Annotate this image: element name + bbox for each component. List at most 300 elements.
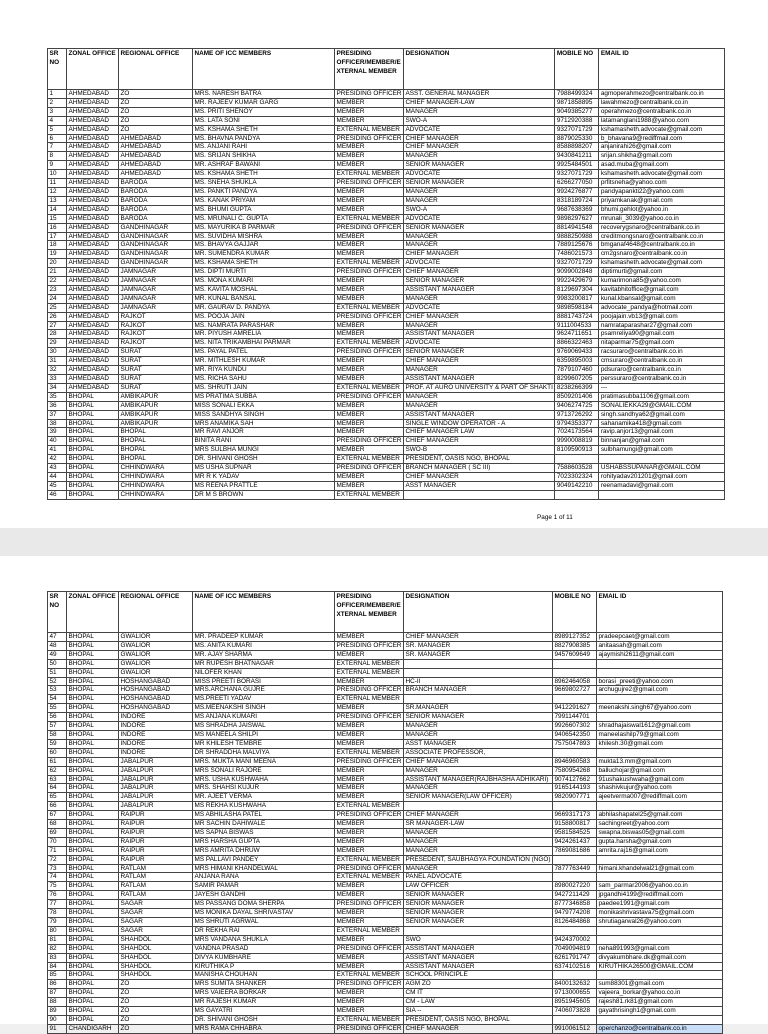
email-cell[interactable]: archugujre2@gmail.com	[596, 686, 722, 695]
regional-office-cell: GANDHINAGAR	[119, 232, 193, 241]
member-name-cell: MS. KSHAMA SHETH	[193, 259, 335, 268]
role-cell: MEMBER	[335, 828, 404, 837]
mobile-cell: 9910061512	[552, 1024, 596, 1033]
role-cell: PRESIDING OFFICER	[336, 686, 402, 694]
designation-cell: CHIEF MANAGER	[403, 268, 554, 277]
designation-cell: ASSISTANT MANAGER	[403, 375, 554, 384]
member-name-cell: MR RUPESH BHATNAGAR	[193, 659, 335, 668]
table-row	[48, 909, 723, 918]
zonal-office-cell: BHOPAL	[67, 490, 119, 499]
role-cell: MEMBER	[335, 1007, 404, 1016]
table-row	[48, 464, 725, 473]
sr-no-cell: 69	[48, 828, 67, 837]
designation-cell: ASST MANAGER	[403, 481, 554, 490]
email-cell[interactable]: monikashrivastava75@gmail.com	[596, 909, 722, 918]
email-cell[interactable]	[596, 802, 722, 811]
designation-cell: CHIEF MANAGER	[403, 312, 554, 321]
email-cell[interactable]: gupta.harsha@gmail.com	[596, 837, 722, 846]
role-cell: EXTERNAL MEMBER	[335, 455, 404, 464]
mobile-cell: 9712920388	[555, 116, 599, 125]
email-cell[interactable]	[596, 713, 722, 722]
designation-cell	[403, 926, 552, 935]
designation-cell: CHIEF MANAGER LAW	[403, 428, 554, 437]
email-cell[interactable]	[596, 855, 722, 864]
zonal-office-cell: BHOPAL	[67, 891, 119, 900]
email-cell[interactable]	[599, 455, 725, 464]
role-cell: MEMBER	[335, 837, 404, 846]
member-name-cell: MR. RAJEEV KUMAR GARG	[193, 98, 335, 107]
email-cell[interactable]: ---	[599, 383, 725, 392]
mobile-cell: 9624711651	[555, 330, 599, 339]
regional-office-cell: JABALPUR	[119, 802, 193, 811]
zonal-office-cell: AHMEDABAD	[67, 277, 119, 286]
table-row	[48, 695, 723, 704]
sr-no-cell: 22	[48, 277, 67, 286]
mobile-cell: 9687638369	[555, 205, 599, 214]
email-cell[interactable]: kumarimona85@yahoo.com	[599, 277, 725, 286]
table-header-row	[48, 49, 725, 90]
regional-office-cell: JAMNAGAR	[119, 303, 193, 312]
email-cell[interactable]: recoverygsnaro@centralbank.co.in	[599, 223, 725, 232]
sr-no-cell: 2	[48, 98, 67, 107]
sr-no-cell: 88	[48, 998, 67, 1007]
email-cell[interactable]: mukta13.mm@gmail.com	[596, 757, 722, 766]
regional-office-cell: SURAT	[119, 383, 193, 392]
mobile-cell: 9327071729	[555, 259, 599, 268]
email-cell[interactable]: kshamasheth.advocate@gmail.com	[599, 259, 725, 268]
designation-cell: MANAGER	[403, 864, 552, 873]
designation-cell: PROF. AT AURO UNIVERSITY & PART OF SHAKTI	[405, 383, 553, 391]
header-sr-no: SR NO	[48, 49, 67, 90]
zonal-office-cell: BHOPAL	[67, 1015, 119, 1024]
table-row	[48, 722, 723, 731]
designation-cell: MANAGER	[403, 187, 554, 196]
email-cell[interactable]	[596, 659, 722, 668]
email-cell[interactable]: divyakumbhare.dk@gmail.com	[596, 953, 722, 962]
member-name-cell: MRS SULBHA MUNGI	[193, 446, 335, 455]
table-row	[48, 953, 723, 962]
table-row	[48, 152, 725, 161]
email-cell[interactable]: mrunali_3039@yahoo.co.in	[599, 214, 725, 223]
header-mobile-no: MOBILE NO	[552, 592, 596, 633]
zonal-office-cell: AHMEDABAD	[67, 134, 119, 143]
email-cell[interactable]: ajaymishi2611@gmail.com	[596, 650, 722, 659]
role-cell: PRESIDING OFFICER	[336, 179, 402, 187]
sr-no-cell: 15	[48, 214, 67, 223]
role-cell: MEMBER	[335, 820, 404, 829]
mobile-cell: 6261791747	[552, 953, 596, 962]
regional-office-cell: AHMEDABAD	[119, 134, 193, 143]
regional-office-cell: AMBIKAPUR	[119, 401, 193, 410]
mobile-cell: 9669802727	[552, 686, 596, 695]
table-row	[48, 864, 723, 873]
member-name-cell: MS. MAYURIKA B PARMAR	[193, 223, 335, 232]
zonal-office-cell: BHOPAL	[67, 392, 119, 401]
sr-no-cell: 63	[48, 775, 67, 784]
table-row	[48, 846, 723, 855]
email-cell[interactable]: srijan.shikha@gmail.com	[599, 152, 725, 161]
email-cell[interactable]: sum88301@gmail.com	[596, 980, 722, 989]
regional-office-cell: RATLAM	[119, 864, 193, 873]
email-cell[interactable]: SONALIEKKA29@GMAIL.COM	[599, 401, 725, 410]
table-row	[48, 428, 725, 437]
designation-cell: SWO-A	[403, 205, 554, 214]
mobile-cell: 9898598184	[555, 303, 599, 312]
email-cell[interactable]: ajeetverma007@rediffmail.com	[596, 793, 722, 802]
sr-no-cell: 78	[48, 909, 67, 918]
email-cell[interactable]: perssuraro@centralbank.co.in	[599, 375, 725, 384]
role-cell: MEMBER	[335, 116, 404, 125]
email-cell[interactable]: ravip.anjor13@gmail.com	[599, 428, 725, 437]
email-cell[interactable]: maneelashilp79@gmail.com	[596, 730, 722, 739]
table-row	[48, 321, 725, 330]
mobile-cell: 8299607205	[555, 375, 599, 384]
zonal-office-cell: BHOPAL	[67, 828, 119, 837]
member-name-cell: MRS AMRITA DHRUW	[193, 846, 335, 855]
zonal-office-cell: BHOPAL	[67, 820, 119, 829]
designation-cell: PRESIDENT, OASIS NGO, BHOPAL	[403, 455, 554, 464]
email-cell[interactable]	[596, 695, 722, 704]
email-cell[interactable]: paedee1991@gmail.com	[596, 900, 722, 909]
role-cell: EXTERNAL MEMBER	[335, 303, 404, 312]
sr-no-cell: 7	[48, 143, 67, 152]
email-cell[interactable]: latamanglani1988@yahoo.com	[599, 116, 725, 125]
role-cell: PRESIDING OFFICER	[336, 268, 402, 276]
member-name-cell: MR. MITHLESH KUMAR	[193, 357, 335, 366]
designation-cell: SCHOOL PRINCIPLE	[403, 971, 552, 980]
mobile-cell: 6374102516	[552, 962, 596, 971]
table-row	[48, 214, 725, 223]
sr-no-cell: 18	[48, 241, 67, 250]
email-cell[interactable]: meenakshi.singh67@yahoo.com	[596, 704, 722, 713]
mobile-cell: 9924276877	[555, 187, 599, 196]
email-cell[interactable]: b_bhavana9@rediffmail.com	[599, 134, 725, 143]
designation-cell: MANAGER	[403, 232, 554, 241]
table-row	[48, 455, 725, 464]
email-cell[interactable]: USHABSSUPANAR@GMAIL.COM	[599, 464, 725, 473]
table-row	[48, 490, 725, 499]
regional-office-cell: RAIPUR	[119, 828, 193, 837]
member-name-cell: MS. POOJA JAIN	[193, 312, 335, 321]
email-cell[interactable]: sulbhamungi@gmail.com	[599, 446, 725, 455]
sr-no-cell: 23	[48, 285, 67, 294]
mobile-cell	[555, 490, 599, 499]
email-cell[interactable]	[596, 873, 722, 882]
sr-no-cell: 53	[48, 686, 67, 695]
email-cell[interactable]	[596, 1015, 722, 1024]
table-row	[48, 1015, 723, 1024]
zonal-office-cell: BHOPAL	[67, 873, 119, 882]
regional-office-cell: RAIPUR	[119, 837, 193, 846]
table-row	[48, 766, 723, 775]
email-cell[interactable]: amrita.raj16@gmail.com	[596, 846, 722, 855]
sr-no-cell: 90	[48, 1015, 67, 1024]
regional-office-cell: AMBIKAPUR	[119, 392, 193, 401]
header-sr-no: SR NO	[48, 592, 67, 633]
regional-office-cell: BARODA	[119, 179, 193, 188]
member-name-cell: DR REKHA RAI	[193, 926, 335, 935]
designation-cell: SR.MANAGER	[403, 704, 552, 713]
mobile-cell: 7486021573	[555, 250, 599, 259]
zonal-office-cell: BHOPAL	[67, 428, 119, 437]
email-cell[interactable]: lawahmezo@centralbank.co.in	[599, 98, 725, 107]
member-name-cell: MS PRATIMA SUBBA	[193, 392, 335, 401]
email-cell[interactable]: sahanamika418@gmail.com	[599, 419, 725, 428]
sr-no-cell: 70	[48, 837, 67, 846]
designation-cell: MANAGER	[403, 321, 554, 330]
email-cell[interactable]: creditmongsnaro@centralbank.co.in	[599, 232, 725, 241]
regional-office-cell: ZO	[119, 1024, 193, 1033]
email-cell[interactable]: anitaasah@gmail.com	[596, 641, 722, 650]
email-cell[interactable]: poojajain.vb13@gmail.com	[599, 312, 725, 321]
email-cell[interactable]: sam_parmar2006@yahoo.co.in	[596, 882, 722, 891]
zonal-office-cell: AHMEDABAD	[67, 339, 119, 348]
email-cell[interactable]: shradhajaiswal1612@gmail.com	[596, 722, 722, 731]
email-cell[interactable]: kunal.kbansal@gmail.com	[599, 294, 725, 303]
header-role: PRESIDING OFFICER/MEMBER/E XTERNAL MEMBER	[335, 49, 404, 90]
role-cell: MEMBER	[335, 677, 404, 686]
regional-office-cell: JAMNAGAR	[119, 294, 193, 303]
email-cell[interactable]: bmganaf4648@centralbank.co.in	[599, 241, 725, 250]
email-cell[interactable]: neha891993@gmail.com	[596, 944, 722, 953]
email-cell[interactable]: pratimasubba1106@gmail.com	[599, 392, 725, 401]
role-cell: EXTERNAL MEMBER	[335, 802, 404, 811]
designation-cell: MANAGER	[403, 107, 554, 116]
regional-office-cell: CHHINDWARA	[119, 464, 193, 473]
email-cell[interactable]: vajeera_borkar@yahoo.co.in	[596, 989, 722, 998]
designation-cell: ASSISTANT MANAGER	[403, 962, 552, 971]
member-name-cell: SAMIR PAMAR	[193, 882, 335, 891]
mobile-cell	[552, 695, 596, 704]
role-cell: PRESIDING OFFICER	[336, 713, 402, 721]
sr-no-cell: 9	[48, 161, 67, 170]
zonal-office-cell: BHOPAL	[67, 971, 119, 980]
member-name-cell: MS. KSHAMA SHETH	[193, 170, 335, 179]
role-cell: MEMBER	[335, 375, 404, 384]
member-name-cell: MRS. SHAHSI KUJUR	[193, 784, 335, 793]
email-cell[interactable]: KIRUTHIKA26500@GMAIL.COM	[596, 962, 722, 971]
zonal-office-cell: BHOPAL	[67, 784, 119, 793]
email-cell[interactable]: binnanjan@gmail.com	[599, 437, 725, 446]
role-cell: MEMBER	[335, 196, 404, 205]
email-cell[interactable]: shashivkujur@yahoo.com	[596, 784, 722, 793]
member-name-cell: MS. ANJANI RAHI	[193, 143, 335, 152]
regional-office-cell: SURAT	[119, 357, 193, 366]
email-cell[interactable]: rohityadav201201@gmail.com	[599, 472, 725, 481]
regional-office-cell: BARODA	[119, 187, 193, 196]
mobile-cell: 9990008819	[555, 437, 599, 446]
sr-no-cell: 49	[48, 650, 67, 659]
email-cell[interactable]: 91ushakushwaha@gmail.com	[596, 775, 722, 784]
role-cell: MEMBER	[335, 187, 404, 196]
table-row	[48, 481, 725, 490]
designation-cell: SENIOR MANAGER	[403, 891, 552, 900]
role-cell: MEMBER	[335, 472, 404, 481]
member-name-cell: DR. SHIVANI GHOSH	[193, 455, 335, 464]
email-cell[interactable]: himani.khandelwal21@gmail.com	[596, 864, 722, 873]
email-cell[interactable]: racsuraro@centralbank.co.in	[599, 348, 725, 357]
zonal-office-cell: BHOPAL	[67, 730, 119, 739]
sr-no-cell: 50	[48, 659, 67, 668]
email-cell[interactable]: cm2gsnaro@centralbank.co.in	[599, 250, 725, 259]
table-row	[48, 659, 723, 668]
sr-no-cell: 11	[48, 179, 67, 188]
email-cell[interactable]	[596, 935, 722, 944]
zonal-office-cell: AHMEDABAD	[67, 196, 119, 205]
email-cell[interactable]: pdsuraro@centralbank.co.in	[599, 366, 725, 375]
member-name-cell: MS REENA PRATTLE	[193, 481, 335, 490]
email-cell[interactable]: operahmezo@centralbank.co.in	[599, 107, 725, 116]
member-name-cell: MS. RICHA SAHU	[193, 375, 335, 384]
designation-cell: MANAGER	[403, 766, 552, 775]
sr-no-cell: 43	[48, 464, 67, 473]
email-cell[interactable]: pandyapankti22@yahoo.com	[599, 187, 725, 196]
sr-no-cell: 19	[48, 250, 67, 259]
designation-cell: BRANCH MANAGER	[403, 686, 552, 695]
regional-office-cell: ZO	[119, 980, 193, 989]
zonal-office-cell: BHOPAL	[67, 659, 119, 668]
email-cell[interactable]: gayathrisingh1@gmail.com	[596, 1007, 722, 1016]
email-cell[interactable]: kavitabhitoffice@gmail.com	[599, 285, 725, 294]
table-row	[48, 357, 725, 366]
role-cell: EXTERNAL MEMBER	[335, 259, 404, 268]
sr-no-cell: 20	[48, 259, 67, 268]
designation-cell: MANAGER	[403, 828, 552, 837]
email-cell[interactable]: khilesh.30@gmail.com	[596, 739, 722, 748]
email-cell[interactable]: abhilashapatel25@gmail.com	[596, 811, 722, 820]
table-row	[48, 641, 723, 650]
role-cell: MEMBER	[335, 107, 404, 116]
zonal-office-cell: AHMEDABAD	[67, 250, 119, 259]
mobile-cell: 9888250988	[555, 232, 599, 241]
role-cell: PRESIDING OFFICER	[336, 900, 402, 908]
email-cell[interactable]: swapna.biswas05@gmail.com	[596, 828, 722, 837]
email-cell[interactable]: anjanirahi26@gmail.com	[599, 143, 725, 152]
role-cell: MEMBER	[335, 989, 404, 998]
member-name-cell: MR. RIYA KUNDU	[193, 366, 335, 375]
email-cell[interactable]: singh.sandhya62@gmail.com	[599, 410, 725, 419]
member-name-cell: MS MONIKA DAYAL SHRIVASTAV	[193, 909, 335, 918]
regional-office-cell: RAJKOT	[119, 312, 193, 321]
email-cell[interactable]: bhumi.gehlot@yahoo.in	[599, 205, 725, 214]
zonal-office-cell: AHMEDABAD	[67, 125, 119, 134]
member-name-cell: MS PASSANG DOMA SHERPA	[193, 900, 335, 909]
email-cell[interactable]: kshamasheth.advocate@gmail.com	[599, 125, 725, 134]
zonal-office-cell: BHOPAL	[67, 641, 119, 650]
email-cell[interactable]: advocate_pandya@hotmail.com	[599, 303, 725, 312]
designation-cell: SWO-B	[403, 446, 554, 455]
role-cell: MEMBER	[335, 891, 404, 900]
sr-no-cell: 10	[48, 170, 67, 179]
email-cell[interactable]: borasi_preeti@yahoo.com	[596, 677, 722, 686]
table-row	[48, 713, 723, 722]
email-cell[interactable]: kshamasheth.advocate@gmail.com	[599, 170, 725, 179]
mobile-cell: 9479774208	[552, 909, 596, 918]
mobile-cell: 9412291627	[552, 704, 596, 713]
mobile-cell: 8881743724	[555, 312, 599, 321]
email-cell[interactable]: agmoperahmezo@centralbank.co.in	[599, 90, 725, 99]
regional-office-cell: ZO	[119, 90, 193, 99]
table-row	[48, 401, 725, 410]
zonal-office-cell: BHOPAL	[67, 793, 119, 802]
zonal-office-cell: CHANDIGARH	[67, 1024, 119, 1033]
member-name-cell: MR. KUNAL BANSAL	[193, 294, 335, 303]
email-cell[interactable]: operchanzo@centralbank.co.in	[596, 1024, 722, 1033]
sr-no-cell: 61	[48, 757, 67, 766]
zonal-office-cell: AHMEDABAD	[67, 312, 119, 321]
mobile-cell: 7023302324	[555, 472, 599, 481]
email-cell[interactable]: nitaparmar75@gmail.com	[599, 339, 725, 348]
sr-no-cell: 35	[48, 392, 67, 401]
header-zonal-office: ZONAL OFFICE	[67, 592, 119, 633]
regional-office-cell: JABALPUR	[119, 766, 193, 775]
table-row	[48, 784, 723, 793]
zonal-office-cell: AHMEDABAD	[67, 383, 119, 392]
table-row	[48, 250, 725, 259]
email-cell[interactable]: reenamadavi@gmail.com	[599, 481, 725, 490]
email-cell[interactable]: cmsuraro@centralbank.co.in	[599, 357, 725, 366]
email-cell[interactable]: shrutiagarwal26@yahoo.com	[596, 918, 722, 927]
regional-office-cell: SAGAR	[119, 926, 193, 935]
designation-cell: ADVOCATE	[403, 214, 554, 223]
email-cell[interactable]: sachingreet@yahoo.com	[596, 820, 722, 829]
sr-no-cell: 81	[48, 935, 67, 944]
regional-office-cell: SHAHDOL	[119, 962, 193, 971]
sr-no-cell: 48	[48, 641, 67, 650]
email-cell[interactable]: rajesh81.rk81@gmail.com	[596, 998, 722, 1007]
member-name-cell: MR RAVI ANJOR	[193, 428, 335, 437]
email-cell[interactable]: diptimurti@gmail.com	[599, 268, 725, 277]
sr-no-cell: 47	[48, 633, 67, 642]
mobile-cell	[552, 1015, 596, 1024]
sr-no-cell: 71	[48, 846, 67, 855]
designation-cell: CHIEF MANAGER	[403, 143, 554, 152]
role-cell: MEMBER	[335, 410, 404, 419]
email-cell[interactable]: psamreliya90@gmail.com	[599, 330, 725, 339]
role-cell: MEMBER	[335, 205, 404, 214]
zonal-office-cell: BHOPAL	[67, 668, 119, 677]
email-cell[interactable]	[596, 971, 722, 980]
member-name-cell: DR M S BROWN	[193, 490, 335, 499]
member-name-cell: MRS. MUKTA MANI MEENA	[193, 757, 335, 766]
email-cell[interactable]: balluchojar@gmail.com	[596, 766, 722, 775]
sr-no-cell: 30	[48, 348, 67, 357]
mobile-cell: 9049385277	[555, 107, 599, 116]
table-row	[48, 855, 723, 864]
email-cell[interactable]: asad.muba@gmail.com	[599, 161, 725, 170]
zonal-office-cell: BHOPAL	[67, 695, 119, 704]
email-cell[interactable]: prfitsneha@yahoo.com	[599, 179, 725, 188]
zonal-office-cell: BHOPAL	[67, 1007, 119, 1016]
email-cell[interactable]	[596, 668, 722, 677]
designation-cell: ASST MANAGER	[403, 739, 552, 748]
sr-no-cell: 82	[48, 944, 67, 953]
zonal-office-cell: BHOPAL	[67, 410, 119, 419]
email-cell[interactable]	[599, 490, 725, 499]
designation-cell: MANAGER	[403, 837, 552, 846]
email-cell[interactable]	[596, 926, 722, 935]
sr-no-cell: 85	[48, 971, 67, 980]
zonal-office-cell: BHOPAL	[67, 802, 119, 811]
email-cell[interactable]: jpgandhi4199@rediffmail.com	[596, 891, 722, 900]
email-cell[interactable]: namrataparashar27@gmail.com	[599, 321, 725, 330]
email-cell[interactable]: priyamkanak@gmail.com	[599, 196, 725, 205]
designation-cell: SENIOR MANAGER	[403, 909, 552, 918]
email-cell[interactable]	[596, 748, 722, 757]
regional-office-cell: HOSHANGABAD	[119, 686, 193, 695]
member-name-cell: MRS HARSHA GUPTA	[193, 837, 335, 846]
email-cell[interactable]: pradeepcaet@gmail.com	[596, 633, 722, 642]
